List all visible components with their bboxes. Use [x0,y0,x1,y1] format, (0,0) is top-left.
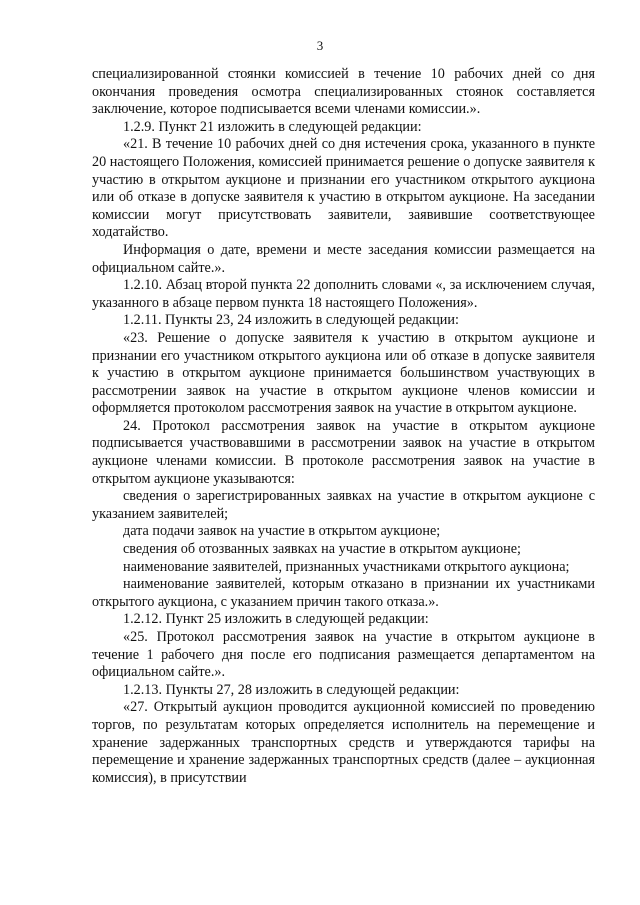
document-body [92,66,595,787]
paragraph: 1.2.10. Абзац второй пункта 22 дополнить словами «, за исключением случая, указанного в абзаце первом пункта 18 настоящего Положения». [92,277,595,311]
paragraph: 24. Протокол рассмотрения заявок на участие в открытом аукционе подписывается участвовавшими в рассмотрении заявок на участие в открытом аукционе членами комиссии. В протоколе рассмотрения заявок на участие в открытом аукционе указываются: [92,417,595,487]
page-number: 3 [316,38,324,53]
paragraph: «27. Открытый аукцион проводится аукционной комиссией по проведению торгов, по результатам которых определяется исполнитель на перемещение и хранение задержанных транспортных средств и утверждаются тарифы на перемещение и хранение задержанных транспортных средств (далее – аукционная комиссия), в присутствии [92,699,595,786]
paragraph: сведения о зарегистрированных заявках на участие в открытом аукционе с указанием заявителей; [92,488,595,522]
paragraph: специализированной стоянки комиссией в течение 10 рабочих дней со дня окончания проведения осмотра специализированных стоянок составляется заключение, которое подписывается всеми членами комиссии.». [92,66,595,118]
paragraph: 1.2.11. Пункты 23, 24 изложить в следующей редакции: [123,312,459,329]
paragraph: 1.2.13. Пункты 27, 28 изложить в следующей редакции: [123,681,460,698]
paragraph: Информация о дате, времени и месте заседания комиссии размещается на официальном сайте.». [92,241,595,276]
paragraph: 1.2.12. Пункт 25 изложить в следующей редакции: [123,611,429,628]
paragraph: дата подачи заявок на участие в открытом аукционе; [123,523,441,540]
paragraph: сведения об отозванных заявках на участие в открытом аукционе; [123,541,521,558]
paragraph: «25. Протокол рассмотрения заявок на участие в открытом аукционе в течение 1 рабочего дня после его подписания размещается департаментом на официальном сайте.». [92,629,595,681]
paragraph: «21. В течение 10 рабочих дней со дня истечения срока, указанного в пункте 20 настоящего Положения, комиссией принимается решение о допуске заявителя к участию в открытом аукционе и признании его участником открытого аукциона или об отказе в допуске заявителя к участию в открытом аукционе. На заседании комиссии могут присутствовать заявители, заявившие соответствующее ходатайство. [92,136,595,241]
paragraph: «23. Решение о допуске заявителя к участию в открытом аукционе и признании его участником открытого аукциона или об отказе в допуске заявителя к участию в открытом аукционе принимается большинством участвующих в рассмотрении заявок на участие в открытом аукционе членов комиссии и оформляется протоколом рассмотрения заявок на участие в открытом аукционе. [92,329,595,417]
paragraph: наименование заявителей, которым отказано в признании их участниками открытого аукциона, с указанием причин такого отказа.». [92,576,595,610]
paragraph: наименование заявителей, признанных участниками открытого аукциона; [123,558,570,575]
paragraph: 1.2.9. Пункт 21 изложить в следующей редакции: [123,118,422,135]
